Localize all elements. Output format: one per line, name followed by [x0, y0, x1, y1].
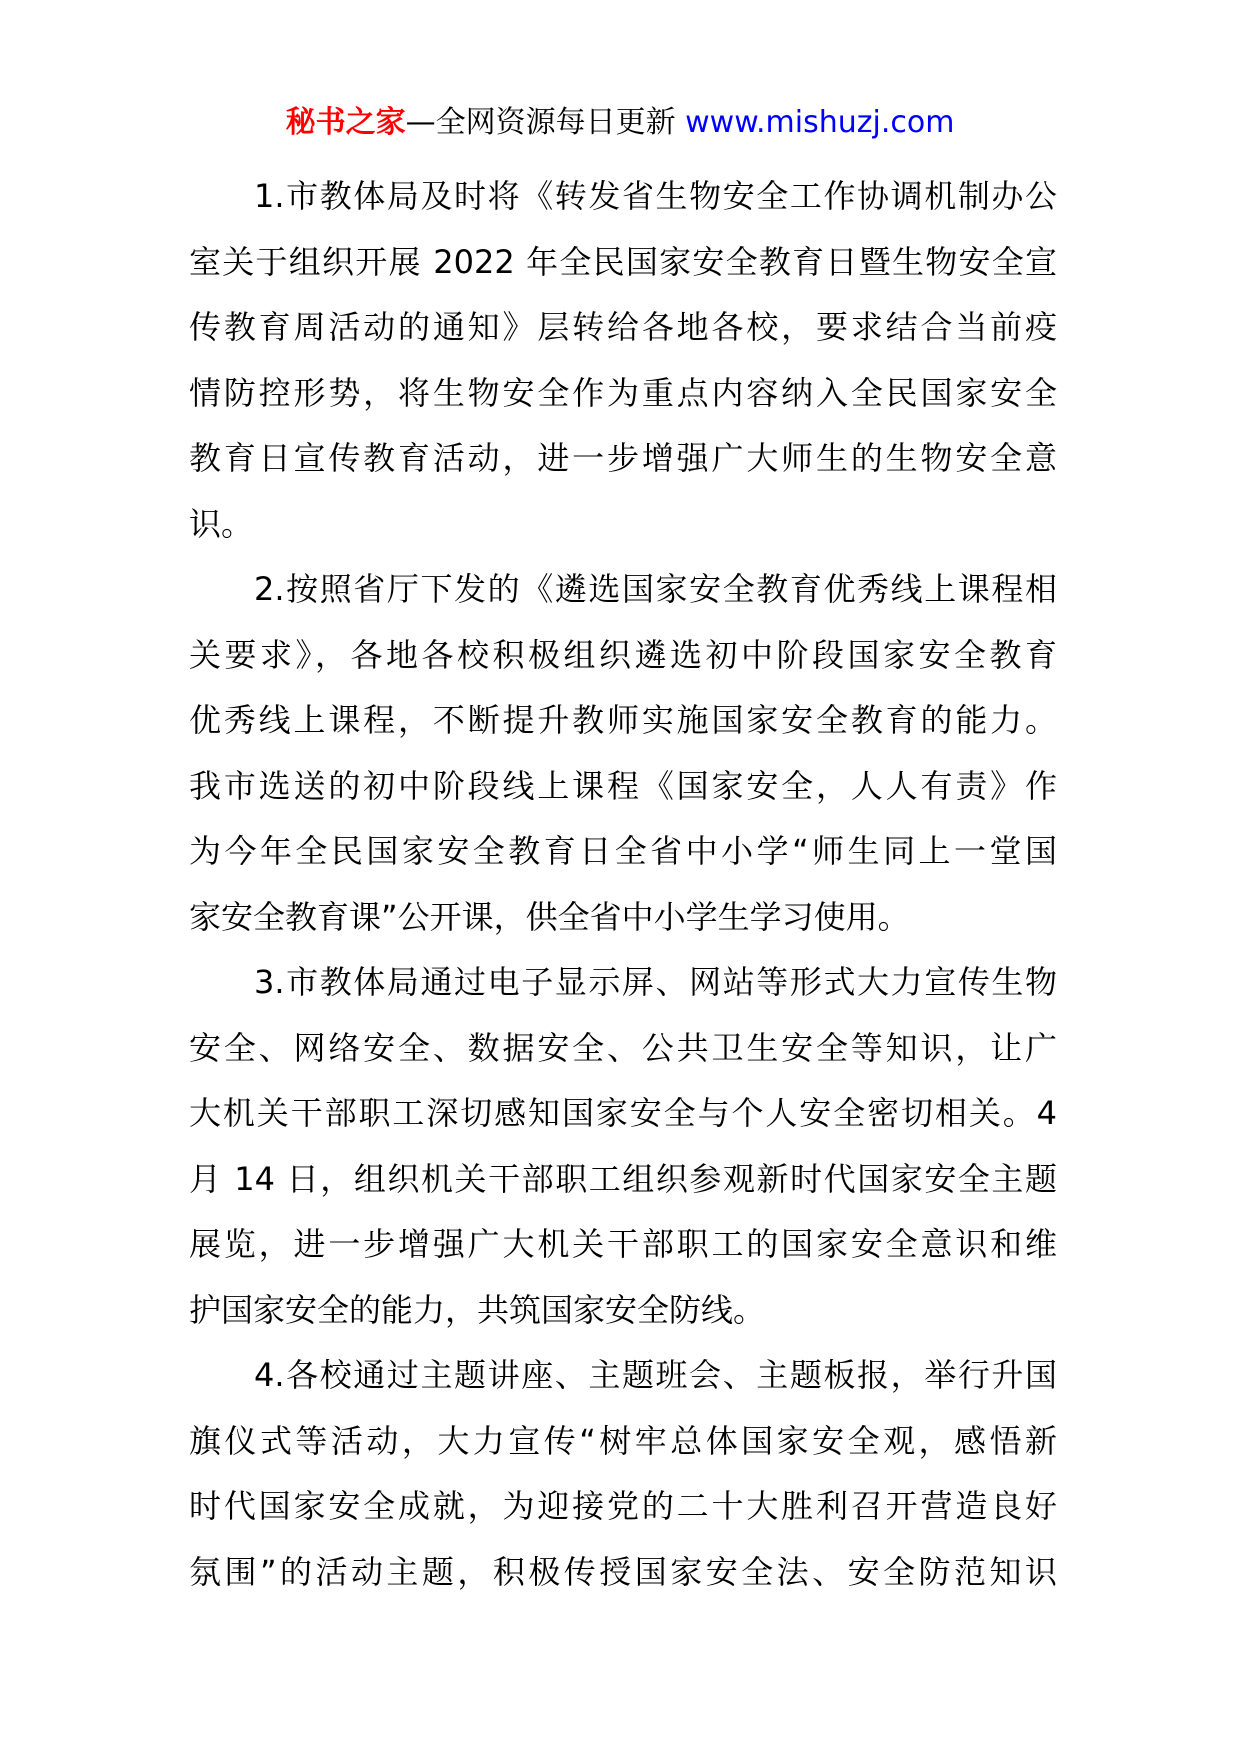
text-line: 4.各校通过主题讲座、主题班会、主题板报，举行升国	[254, 1356, 1057, 1394]
document-body	[189, 164, 1057, 1605]
text-line: 我市选送的初中阶段线上课程《国家安全，人人有责》作	[189, 766, 1057, 805]
text-line: 为今年全民国家安全教育日全省中小学“师生同上一堂国	[189, 832, 1057, 870]
text-line: 旗仪式等活动，大力宣传“树牢总体国家安全观，感悟新	[189, 1421, 1057, 1460]
text-line: 安全、网络安全、数据安全、公共卫生安全等知识，让广	[189, 1028, 1057, 1067]
text-line: 室关于组织开展 2022 年全民国家安全教育日暨生物安全宣	[189, 242, 1057, 281]
text-line: 护国家安全的能力，共筑国家安全防线。	[189, 1290, 766, 1329]
text-line: 2.按照省厅下发的《遴选国家安全教育优秀线上课程相	[254, 570, 1057, 608]
text-line: 家安全教育课”公开课，供全省中小学生学习使用。	[189, 897, 910, 936]
paragraph-3	[189, 950, 1057, 1343]
brand-name: 秘书之家	[285, 105, 406, 140]
text-line: 关要求》，各地各校积极组织遴选初中阶段国家安全教育	[189, 635, 1057, 674]
paragraph-2	[189, 557, 1057, 950]
text-line: 月 14 日，组织机关干部职工组织参观新时代国家安全主题	[189, 1159, 1057, 1198]
page-header	[0, 100, 1240, 146]
text-line: 时代国家安全成就，为迎接党的二十大胜利召开营造良好	[189, 1487, 1057, 1525]
text-line: 教育日宣传教育活动，进一步增强广大师生的生物安全意	[189, 439, 1057, 477]
text-line: 优秀线上课程，不断提升教师实施国家安全教育的能力。	[189, 701, 1057, 739]
paragraph-4	[189, 1343, 1057, 1605]
website-url[interactable]: www.mishuzj.com	[685, 105, 955, 140]
text-line: 3.市教体局通过电子显示屏、网站等形式大力宣传生物	[254, 963, 1057, 1001]
text-line: 展览，进一步增强广大机关干部职工的国家安全意识和维	[189, 1225, 1057, 1263]
header-tagline: —全网资源每日更新	[405, 105, 686, 140]
text-line: 情防控形势，将生物安全作为重点内容纳入全民国家安全	[189, 373, 1057, 412]
paragraph-1	[189, 164, 1057, 557]
text-line: 氛围”的活动主题，积极传授国家安全法、安全防范知识	[189, 1552, 1057, 1591]
text-line: 1.市教体局及时将《转发省生物安全工作协调机制办公	[254, 177, 1057, 215]
text-line: 大机关干部职工深切感知国家安全与个人安全密切相关。4	[189, 1094, 1057, 1132]
text-line: 识。	[189, 504, 254, 543]
text-line: 传教育周活动的通知》层转给各地各校，要求结合当前疫	[189, 308, 1057, 346]
